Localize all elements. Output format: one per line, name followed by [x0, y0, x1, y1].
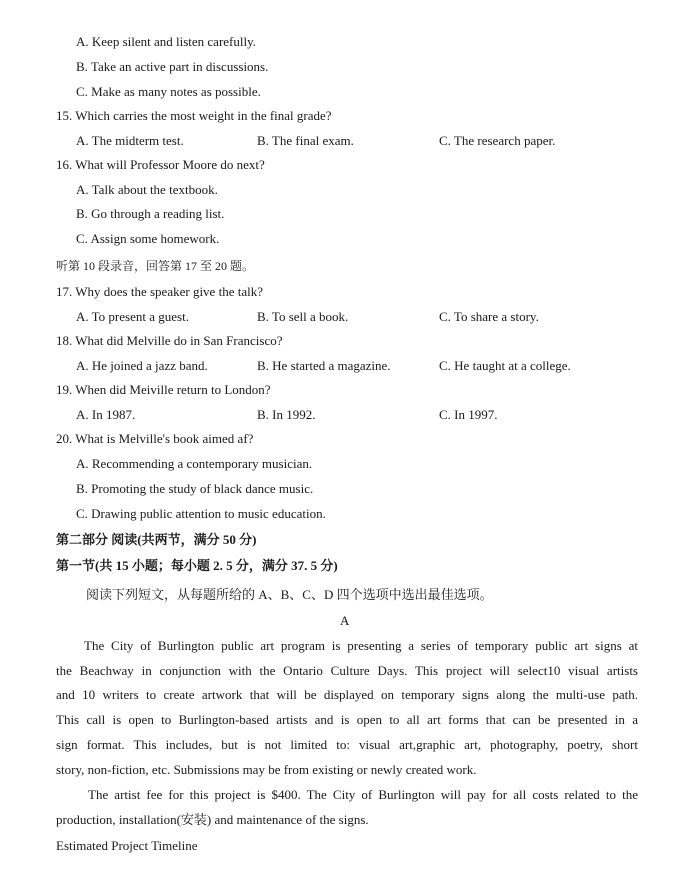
reading-instruction: 阅读下列短文，从每题所给的 A、B、C、D 四个选项中选出最佳选项。 — [86, 587, 493, 602]
paragraph-1-line: This call is open to Burlington-based artists and is open to all art forms that can be presented in a — [56, 712, 638, 727]
q16-option-c: C. Assign some homework. — [76, 231, 220, 246]
q17-question: 17. Why does the speaker give the talk? — [56, 284, 263, 299]
q20-question: 20. What is Melville's book aimed af? — [56, 431, 254, 446]
q15-option-b: B. The final exam. — [257, 133, 354, 148]
section10-instruction: 听第 10 段录音，回答第 17 至 20 题。 — [56, 259, 255, 273]
q17-option-a: A. To present a guest. — [76, 309, 189, 324]
q16-option-b: B. Go through a reading list. — [76, 206, 225, 221]
paragraph-2-line: production, installation(安装) and maintenance of the signs. — [56, 812, 369, 827]
passage-label: A — [340, 613, 350, 628]
q16-option-a: A. Talk about the textbook. — [76, 182, 218, 197]
q18-option-b: B. He started a magazine. — [257, 358, 391, 373]
q19-option-c: C. In 1997. — [439, 407, 498, 422]
q15-option-a: A. The midterm test. — [76, 133, 184, 148]
q19-option-a: A. In 1987. — [76, 407, 136, 422]
q19-question: 19. When did Meiville return to London? — [56, 382, 271, 397]
q17-option-b: B. To sell a book. — [257, 309, 349, 324]
q20-option-c: C. Drawing public attention to music education. — [76, 506, 326, 521]
section1-heading: 第一节(共 15 小题；每小题 2. 5 分，满分 37. 5 分) — [56, 558, 338, 573]
q17-option-c: C. To share a story. — [439, 309, 539, 324]
q15-question: 15. Which carries the most weight in the final grade? — [56, 108, 332, 123]
q15-option-c: C. The research paper. — [439, 133, 556, 148]
q14-option-c: C. Make as many notes as possible. — [76, 84, 261, 99]
q20-option-b: B. Promoting the study of black dance music. — [76, 481, 314, 496]
paragraph-1-line: sign format. This includes, but is not limited to: visual art,graphic art, photography, poetry, short — [56, 737, 638, 752]
paragraph-1-line: the Beachway in conjunction with the Ontario Culture Days. This project will select10 visual artists — [56, 663, 638, 678]
part2-heading: 第二部分 阅读(共两节，满分 50 分) — [56, 532, 257, 547]
q14-option-a: A. Keep silent and listen carefully. — [76, 34, 257, 49]
q14-option-b: B. Take an active part in discussions. — [76, 59, 269, 74]
timeline-heading: Estimated Project Timeline — [56, 838, 198, 853]
paragraph-1-line: and 10 writers to create artwork that will be displayed on temporary signs along the multi-use path. — [56, 687, 638, 702]
q18-option-a: A. He joined a jazz band. — [76, 358, 208, 373]
paragraph-2-line: The artist fee for this project is $400. The City of Burlington will pay for all costs related to the — [88, 787, 638, 802]
paragraph-1-line: story, non-fiction, etc. Submissions may be from existing or newly created work. — [56, 762, 477, 777]
q16-question: 16. What will Professor Moore do next? — [56, 157, 265, 172]
q20-option-a: A. Recommending a contemporary musician. — [76, 456, 313, 471]
q18-question: 18. What did Melville do in San Francisco? — [56, 333, 283, 348]
q19-option-b: B. In 1992. — [257, 407, 316, 422]
q18-option-c: C. He taught at a college. — [439, 358, 571, 373]
paragraph-1-line: The City of Burlington public art program is presenting a series of temporary public art signs at — [84, 638, 638, 653]
